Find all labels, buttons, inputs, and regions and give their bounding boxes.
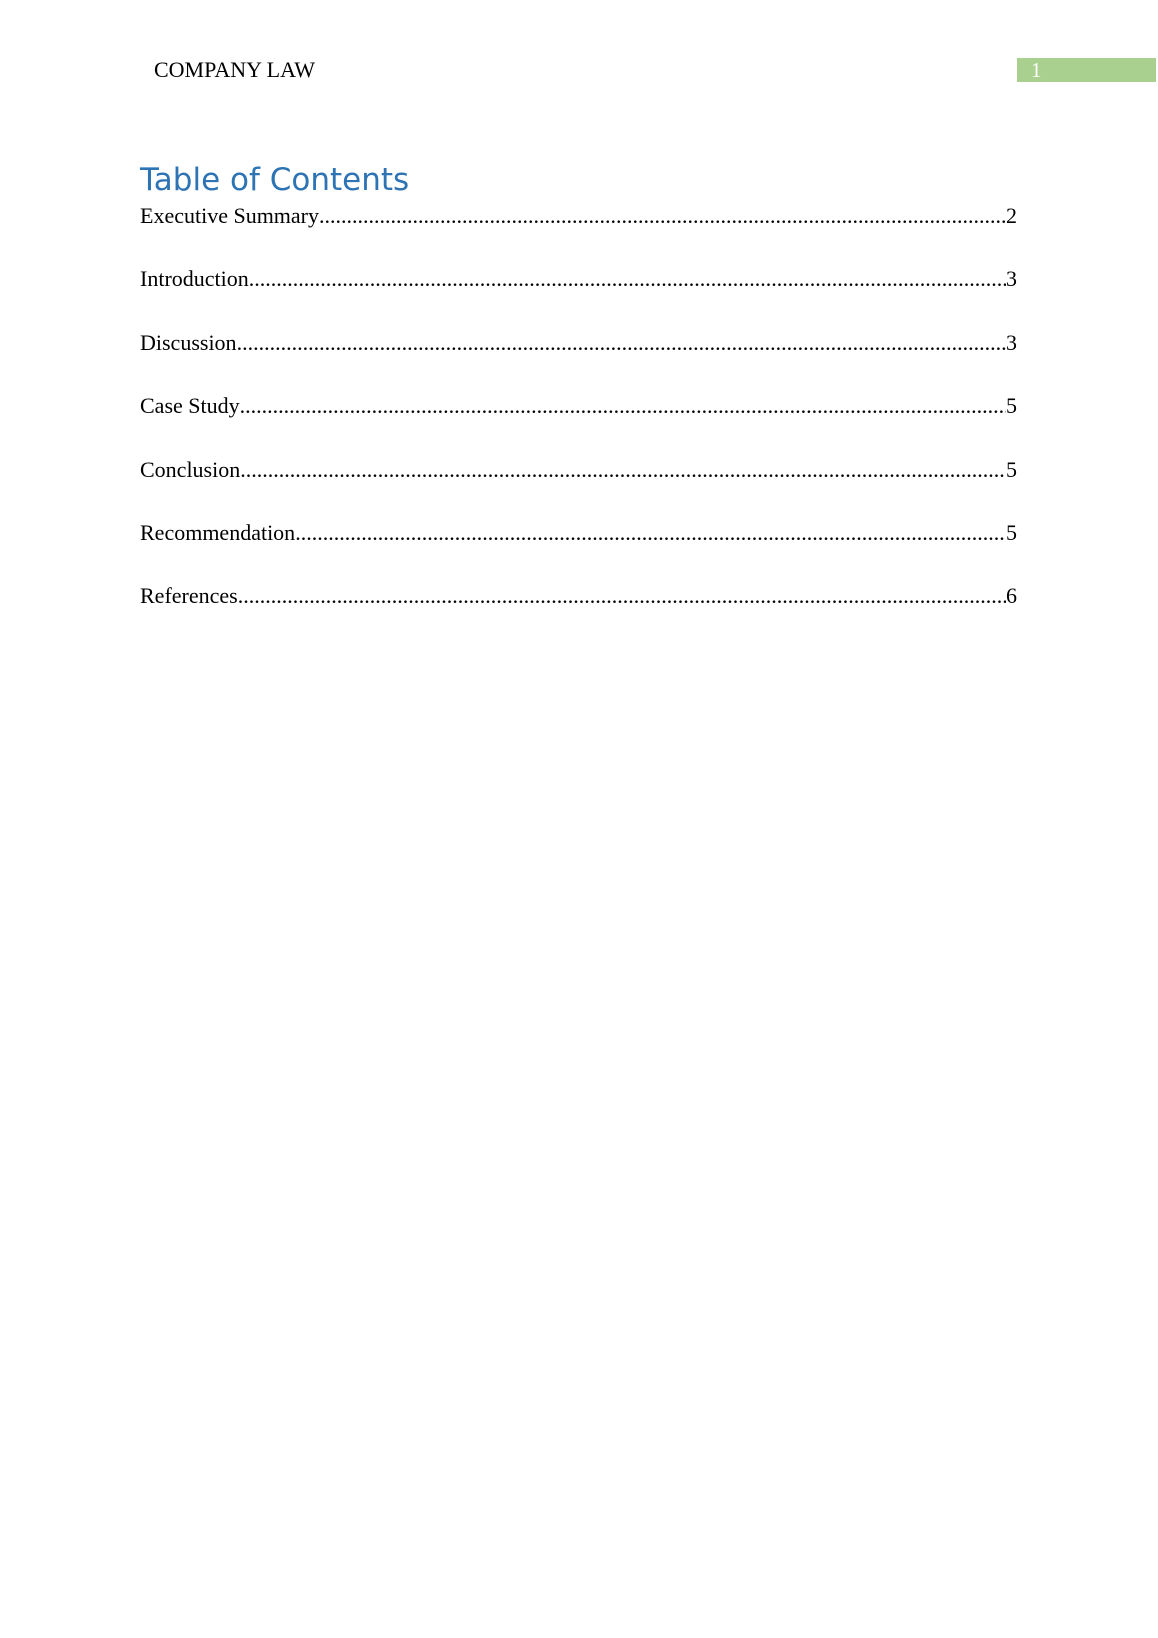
toc-entry-page: 5 — [1006, 393, 1017, 419]
toc-entry-label: Discussion — [140, 329, 237, 355]
toc-entry-recommendation[interactable] — [140, 520, 1017, 546]
toc-entry-page: 3 — [1006, 266, 1017, 292]
toc-heading: Table of Contents — [140, 162, 410, 198]
running-header-title: COMPANY LAW — [154, 57, 316, 82]
toc-entry-label: Introduction — [140, 266, 249, 292]
page-number: 1 — [1031, 58, 1042, 82]
toc-dot-leader — [319, 203, 1006, 229]
toc-entry-case-study[interactable] — [140, 393, 1017, 419]
toc-dot-leader — [238, 583, 1006, 609]
toc-dot-leader — [240, 457, 1006, 483]
toc-entry-page: 5 — [1006, 456, 1017, 482]
toc-entry-label: Recommendation — [140, 519, 296, 545]
toc-dot-leader — [240, 393, 1006, 419]
toc-entry-executive-summary[interactable] — [140, 203, 1017, 229]
toc-entry-label: Executive Summary — [140, 203, 320, 228]
toc-dot-leader — [237, 330, 1006, 356]
page-number-badge — [1017, 58, 1156, 82]
toc-entry-page: 5 — [1006, 519, 1017, 545]
toc-entry-conclusion[interactable] — [140, 457, 1017, 483]
toc-entry-references[interactable] — [140, 583, 1017, 609]
toc-entry-page: 3 — [1006, 329, 1017, 355]
toc-entry-page: 6 — [1006, 583, 1017, 609]
toc-entry-discussion[interactable] — [140, 330, 1017, 356]
toc-entry-page: 2 — [1006, 203, 1017, 228]
toc-entry-label: References — [140, 583, 238, 609]
toc-list — [140, 203, 1017, 647]
toc-entry-introduction[interactable] — [140, 266, 1017, 292]
toc-dot-leader — [295, 520, 1006, 546]
toc-entry-label: Conclusion — [140, 456, 241, 482]
toc-entry-label: Case Study — [140, 393, 240, 419]
toc-dot-leader — [249, 266, 1006, 292]
